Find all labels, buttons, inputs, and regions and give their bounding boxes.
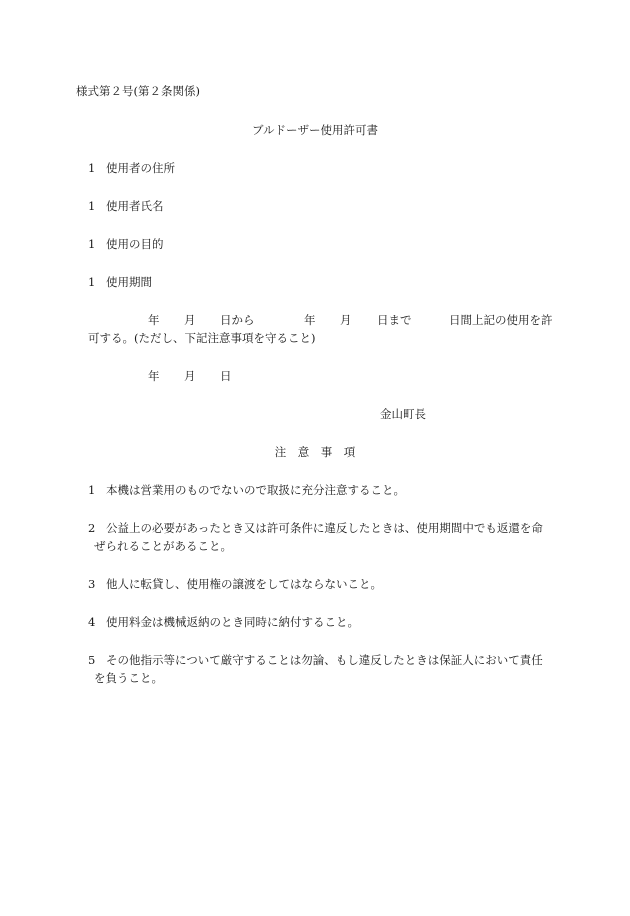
period-year-from: 年	[148, 313, 160, 327]
permission-continuation: 可する。(ただし、下記注意事項を守ること)	[88, 331, 316, 345]
field-label: 使用者氏名	[106, 199, 164, 213]
note-number: 5	[88, 653, 96, 667]
note-item	[88, 615, 558, 629]
date-month: 月	[184, 369, 196, 383]
field-number: 1	[88, 275, 96, 289]
note-text: 他人に転貸し、使用権の譲渡をしてはならないこと。	[106, 577, 382, 591]
note-item	[88, 577, 558, 591]
period-month-until: 月	[340, 313, 352, 327]
period-day-until: 日まで	[377, 313, 412, 327]
field-number: 1	[88, 161, 96, 175]
note-number: 4	[88, 615, 96, 629]
note-text: 使用料金は機械返納のとき同時に納付すること。	[106, 615, 359, 629]
note-text: その他指示等について厳守することは勿論、もし違反したときは保証人において責任	[106, 653, 543, 667]
period-month-from: 月	[184, 313, 196, 327]
notes-title: 注 意 事 項	[274, 445, 356, 459]
note-number: 3	[88, 577, 96, 591]
period-days-tail: 日間上記の使用を許	[449, 313, 553, 327]
field-user-address	[88, 161, 175, 175]
note-item	[88, 483, 558, 497]
note-text-continuation: を負うこと。	[94, 671, 163, 685]
field-label: 使用者の住所	[106, 161, 175, 175]
note-text: 本機は営業用のものでないので取扱に充分注意すること。	[106, 483, 405, 497]
period-day-from: 日から	[220, 313, 255, 327]
note-item	[88, 653, 558, 667]
date-year: 年	[148, 369, 160, 383]
field-number: 1	[88, 237, 96, 251]
note-item	[88, 521, 558, 535]
note-number: 2	[88, 521, 96, 535]
note-text: 公益上の必要があったとき又は許可条件に違反したときは、使用期間中でも返還を命	[106, 521, 543, 535]
field-number: 1	[88, 199, 96, 213]
date-day: 日	[220, 369, 232, 383]
field-user-name	[88, 199, 164, 213]
document-title: ブルドーザー使用許可書	[251, 123, 379, 137]
period-year-until: 年	[304, 313, 316, 327]
field-purpose	[88, 237, 164, 251]
form-number: 様式第２号(第２条関係)	[76, 84, 200, 98]
issuer-name: 金山町長	[380, 407, 426, 421]
field-label: 使用の目的	[106, 237, 164, 251]
field-label: 使用期間	[106, 275, 152, 289]
note-text-continuation: ぜられることがあること。	[94, 539, 232, 553]
note-number: 1	[88, 483, 96, 497]
field-period	[88, 275, 152, 289]
